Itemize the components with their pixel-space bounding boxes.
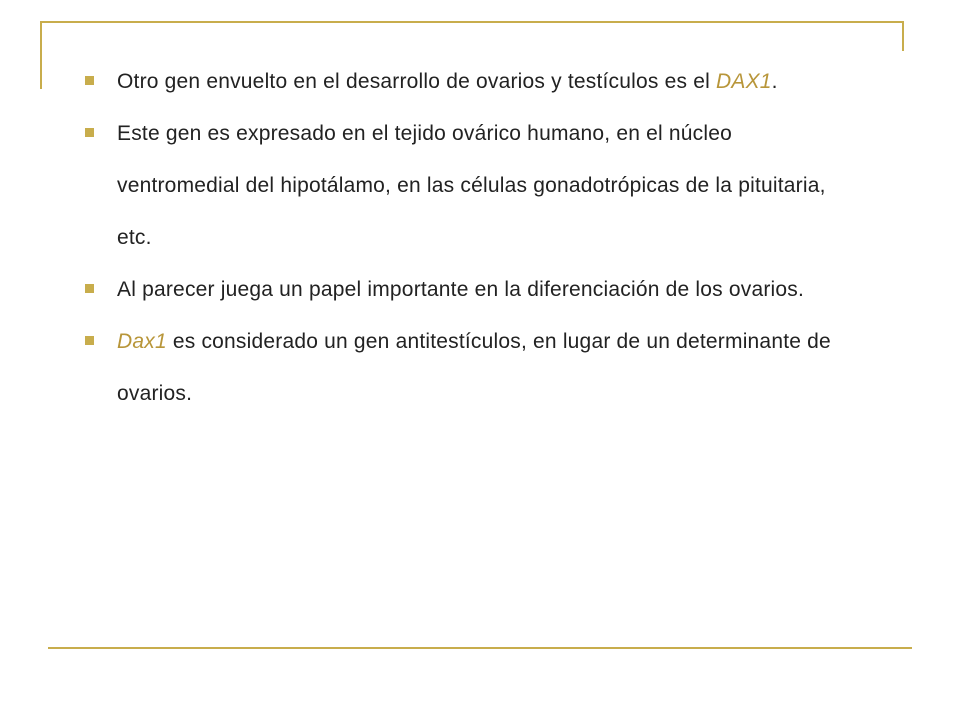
bullet-item-dax1-gene xyxy=(82,56,852,108)
bullet-item-expression xyxy=(82,108,852,264)
square-bullet-icon xyxy=(85,336,94,345)
square-bullet-icon xyxy=(85,284,94,293)
bullet-text: Otro gen envuelto en el desarrollo de ovarios y testículos es el xyxy=(117,70,716,93)
bullet-text-end: es considerado un gen antitestículos, en lugar de un determinante de ovarios. xyxy=(117,330,831,405)
bullet-text-end: . xyxy=(771,70,778,93)
gene-term: DAX1 xyxy=(716,70,772,93)
frame-bottom-line xyxy=(48,647,912,649)
square-bullet-icon xyxy=(85,76,94,85)
bullet-list xyxy=(82,56,852,420)
bullet-item-antitesticle xyxy=(82,316,852,420)
frame-left-line xyxy=(40,21,42,89)
square-bullet-icon xyxy=(85,128,94,137)
bullet-text: Al parecer juega un papel importante en la diferenciación de los ovarios. xyxy=(117,278,805,301)
frame-right-line xyxy=(902,21,904,51)
bullet-item-differentiation xyxy=(82,264,852,316)
bullet-text: Este gen es expresado en el tejido ovárico humano, en el núcleo ventromedial del hipotálamo, en las células gonadotrópicas de la pituitaria, etc. xyxy=(117,122,826,249)
gene-term: Dax1 xyxy=(117,330,167,353)
frame-top-line xyxy=(40,21,904,23)
